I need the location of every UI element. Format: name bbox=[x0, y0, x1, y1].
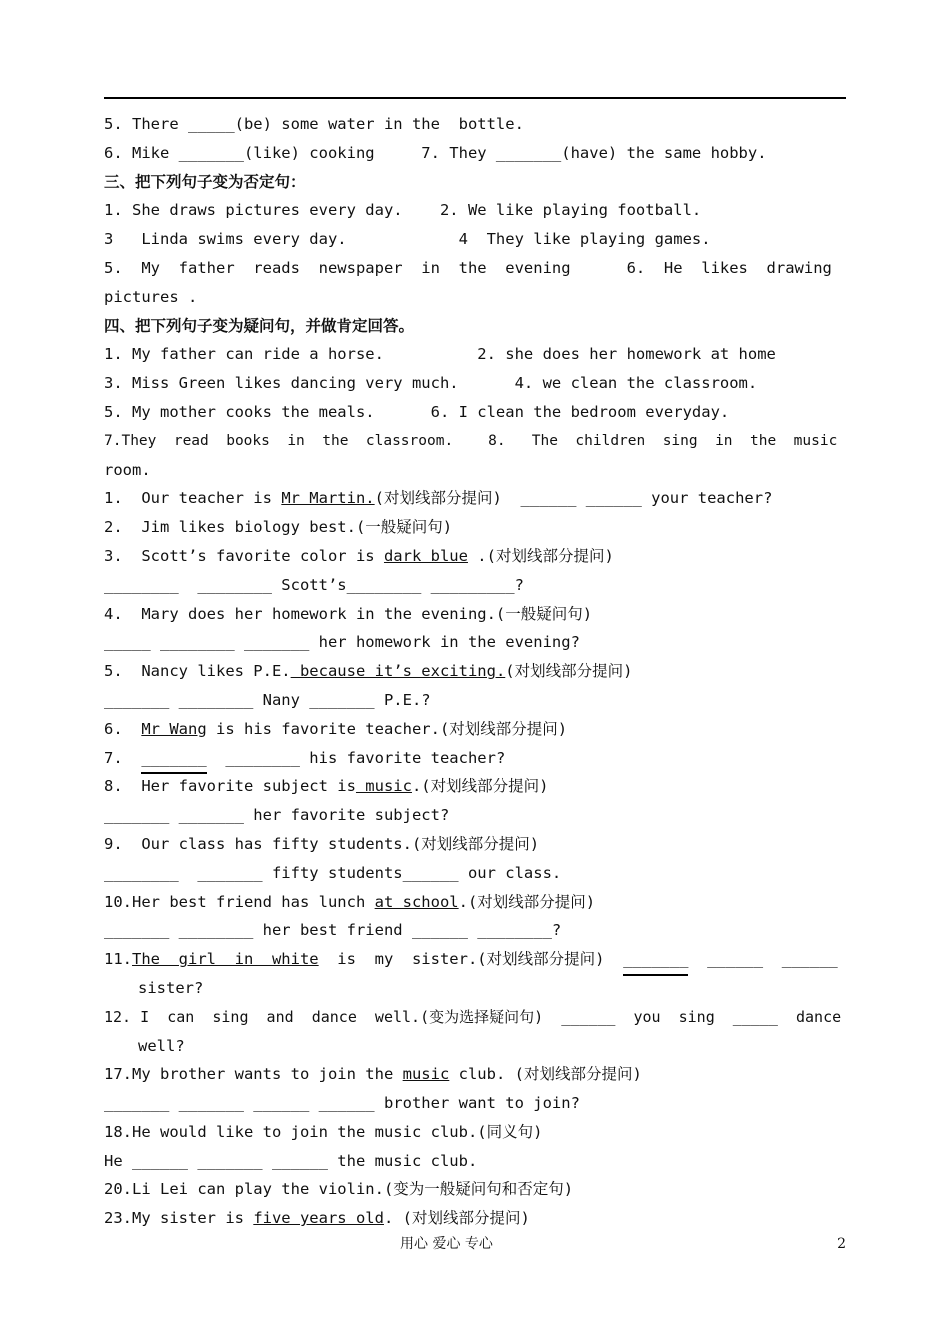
answer-line: 7. _______ ________ his favorite teacher? bbox=[104, 744, 846, 773]
underlined-phrase: music bbox=[402, 1065, 450, 1084]
exercise-line: 8. Her favorite subject is music.(对划线部分提问) bbox=[104, 777, 549, 796]
exercise-line: 4. Mary does her homework in the evening.(一般疑问句) bbox=[104, 604, 593, 623]
section-heading-question: 四、把下列句子变为疑问句，并做肯定回答。 bbox=[104, 316, 415, 335]
exercise-line: 1. Our teacher is Mr Martin.(对划线部分提问) ______ ______ your teacher? bbox=[104, 489, 773, 508]
exercise-line: 18.He would like to join the music club.(同义句) bbox=[104, 1122, 543, 1141]
underlined-phrase: dark blue bbox=[383, 546, 468, 565]
page-number: 2 bbox=[837, 1236, 846, 1252]
answer-line: He ______ _______ ______ the music club. bbox=[104, 1151, 478, 1170]
exercise-line: 5. My mother cooks the meals. 6. I clean the bedroom everyday. bbox=[104, 402, 730, 421]
footer-motto: 用心 爱心 专心 bbox=[400, 1236, 493, 1252]
answer-line: ________ _______ fifty students______ our class. bbox=[104, 863, 562, 882]
page-footer bbox=[104, 1232, 846, 1256]
bold-blank: _______ bbox=[623, 945, 688, 976]
underlined-phrase: at school bbox=[374, 892, 459, 911]
exercise-line: 6. Mr Wang is his favorite teacher.(对划线部分提问) bbox=[104, 719, 568, 738]
answer-line: ________ ________ Scott’s________ _________? bbox=[104, 575, 524, 594]
underlined-phrase: because it’s exciting. bbox=[290, 662, 506, 681]
exercise-line: room. bbox=[104, 460, 151, 479]
exercise-line: 3. Miss Green likes dancing very much. 4. we clean the classroom. bbox=[104, 374, 758, 393]
section-heading-negative: 三、把下列句子变为否定句： bbox=[104, 172, 306, 191]
exercise-line: 12. I can sing and dance well.(变为选择疑问句) ______ you sing _____ dance bbox=[104, 1007, 842, 1026]
exercise-line: 1. She draws pictures every day. 2. We like playing football. bbox=[104, 201, 702, 220]
exercise-line: 11.The girl in white is my sister.(对划线部分提问) _______ ______ ______ bbox=[104, 945, 846, 974]
underlined-phrase: Mr Wang bbox=[141, 719, 207, 738]
exercise-line: pictures . bbox=[104, 287, 198, 306]
exercise-line: 5. My father reads newspaper in the evening 6. He likes drawing bbox=[104, 258, 832, 277]
underlined-phrase: The girl in white bbox=[132, 950, 319, 969]
answer-line: _______ _______ her favorite subject? bbox=[104, 806, 450, 825]
underlined-phrase: five years old bbox=[253, 1209, 384, 1228]
answer-line: _____ ________ _______ her homework in the evening? bbox=[104, 633, 580, 652]
exercise-line: 5. There _____(be) some water in the bottle. bbox=[104, 115, 524, 133]
exercise-line: 3. Scott’s favorite color is dark blue .(对划线部分提问) bbox=[104, 546, 614, 565]
exercise-line: 3 Linda swims every day. 4 They like playing games. bbox=[104, 230, 711, 249]
exercise-line: sister? bbox=[138, 978, 204, 997]
answer-line: _______ ________ her best friend ______ ________? bbox=[104, 921, 562, 940]
underlined-phrase: music bbox=[355, 777, 412, 796]
exercise-line: 20.Li Lei can play the violin.(变为一般疑问句和否定句) bbox=[104, 1180, 574, 1199]
worksheet-content bbox=[104, 110, 846, 1233]
answer-line: _______ ________ Nany _______ P.E.? bbox=[104, 690, 431, 709]
exercise-line: 23.My sister is five years old. (对划线部分提问) bbox=[104, 1209, 530, 1228]
header-rule bbox=[104, 97, 846, 99]
exercise-line: 7.They read books in the classroom. 8. The children sing in the music bbox=[104, 432, 838, 449]
exercise-line: 5. Nancy likes P.E. because it’s exciting.(对划线部分提问) bbox=[104, 662, 633, 681]
exercise-line: 1. My father can ride a horse. 2. she does her homework at home bbox=[104, 345, 776, 364]
answer-line: _______ _______ ______ ______ brother want to join? bbox=[104, 1094, 580, 1113]
exercise-line: 10.Her best friend has lunch at school.(对划线部分提问) bbox=[104, 892, 596, 911]
exercise-line: 6. Mike _______(like) cooking 7. They _______(have) the same hobby. bbox=[104, 143, 767, 162]
bold-blank: _______ bbox=[141, 744, 206, 775]
exercise-line: well? bbox=[138, 1036, 185, 1055]
exercise-line: 9. Our class has fifty students.(对划线部分提问) bbox=[104, 834, 540, 853]
underlined-phrase: Mr Martin. bbox=[281, 489, 375, 508]
exercise-line: 2. Jim likes biology best.(一般疑问句) bbox=[104, 518, 453, 537]
exercise-line: 17.My brother wants to join the music club. (对划线部分提问) bbox=[104, 1065, 642, 1084]
